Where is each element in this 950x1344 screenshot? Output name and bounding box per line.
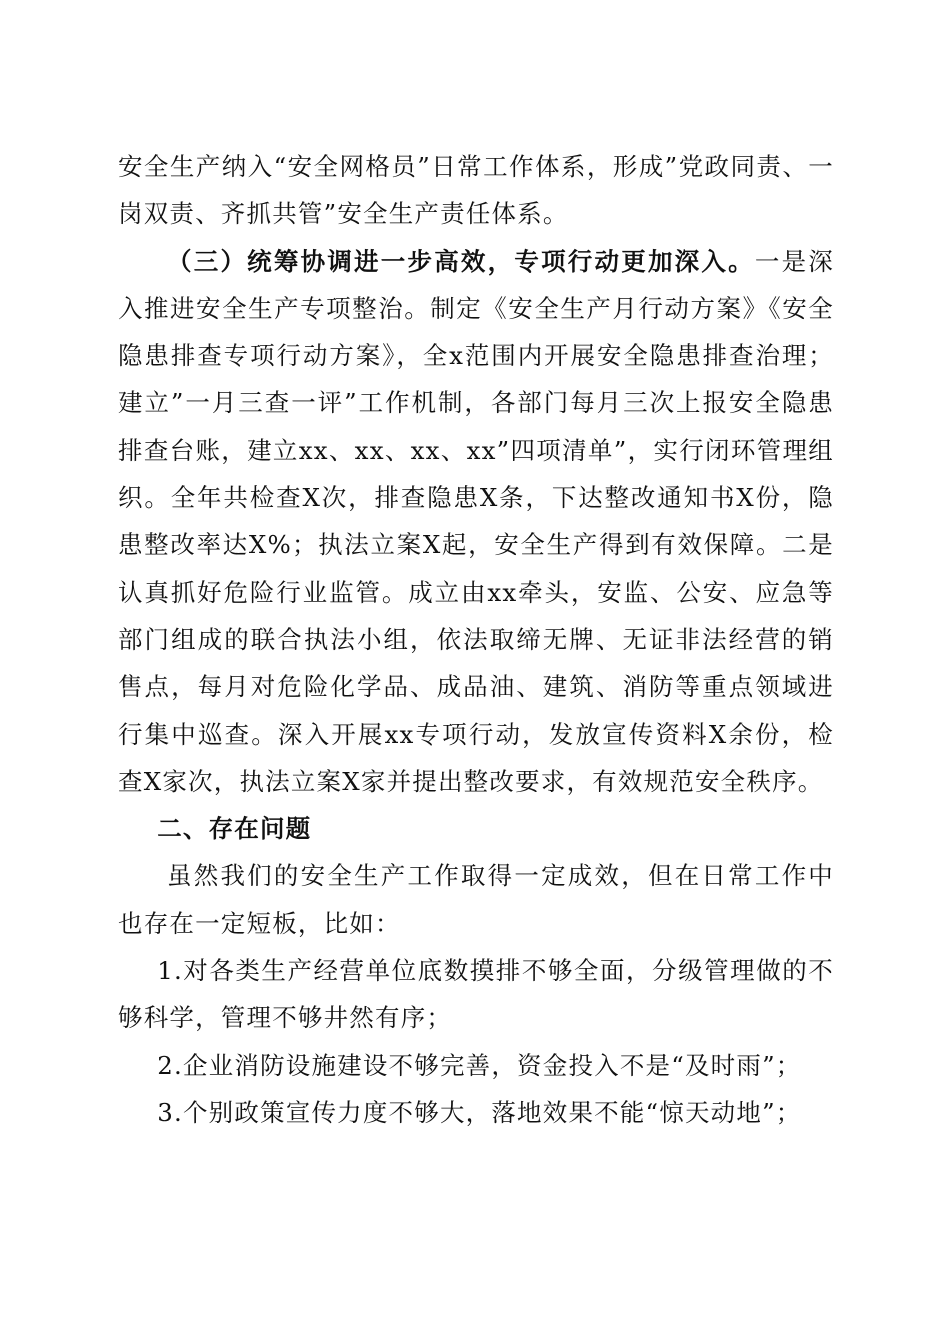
paragraph-problems-intro: 虽然我们的安全生产工作取得一定成效，但在日常工作中也存在一定短板，比如：: [118, 861, 834, 938]
section-lead-heading: （三）统筹协调进一步高效，专项行动更加深入。: [167, 246, 755, 276]
list-item: 1.对各类生产经营单位底数摸排不够全面，分级管理做的不够科学，管理不够井然有序；: [118, 956, 834, 1033]
list-item: 3.个别政策宣传力度不够大，落地效果不能“惊天动地”；: [157, 1097, 802, 1127]
section-body-text: 一是深入推进安全生产专项整治。制定《安全生产月行动方案》《安全隐患排查专项行动方案》，全x范围内开展安全隐患排查治理；建立”一月三查一评”工作机制，各部门每月三次上报安全隐患排查台账，建立xx、xx、xx、xx”四项清单”，实行闭环管理组织。全年共检查X次，排查隐患X条，下达整改通知书X份，隐患整改率达X%；执法立案X起，安全生产得到有效保障。二是认真抓好危险行业监管。成立由xx牵头，安监、公安、应急等部门组成的联合执法小组，依法取缔无牌、无证非法经营的销售点，每月对危险化学品、成品油、建筑、消防等重点领域进行集中巡查。深入开展xx专项行动，发放宣传资料X余份，检查X家次，执法立案X家并提出整改要求，有效规范安全秩序。: [118, 246, 834, 796]
list-item: 2.企业消防设施建设不够完善，资金投入不是“及时雨”；: [157, 1050, 802, 1080]
section-heading-problems: 二、存在问题: [157, 814, 312, 844]
document-body: [118, 143, 834, 1136]
paragraph-responsibility-system: 安全生产纳入“安全网格员”日常工作体系，形成”党政同责、一岗双责、齐抓共管”安全生产责任体系。: [118, 152, 834, 229]
paragraph-special-actions: [118, 238, 834, 806]
